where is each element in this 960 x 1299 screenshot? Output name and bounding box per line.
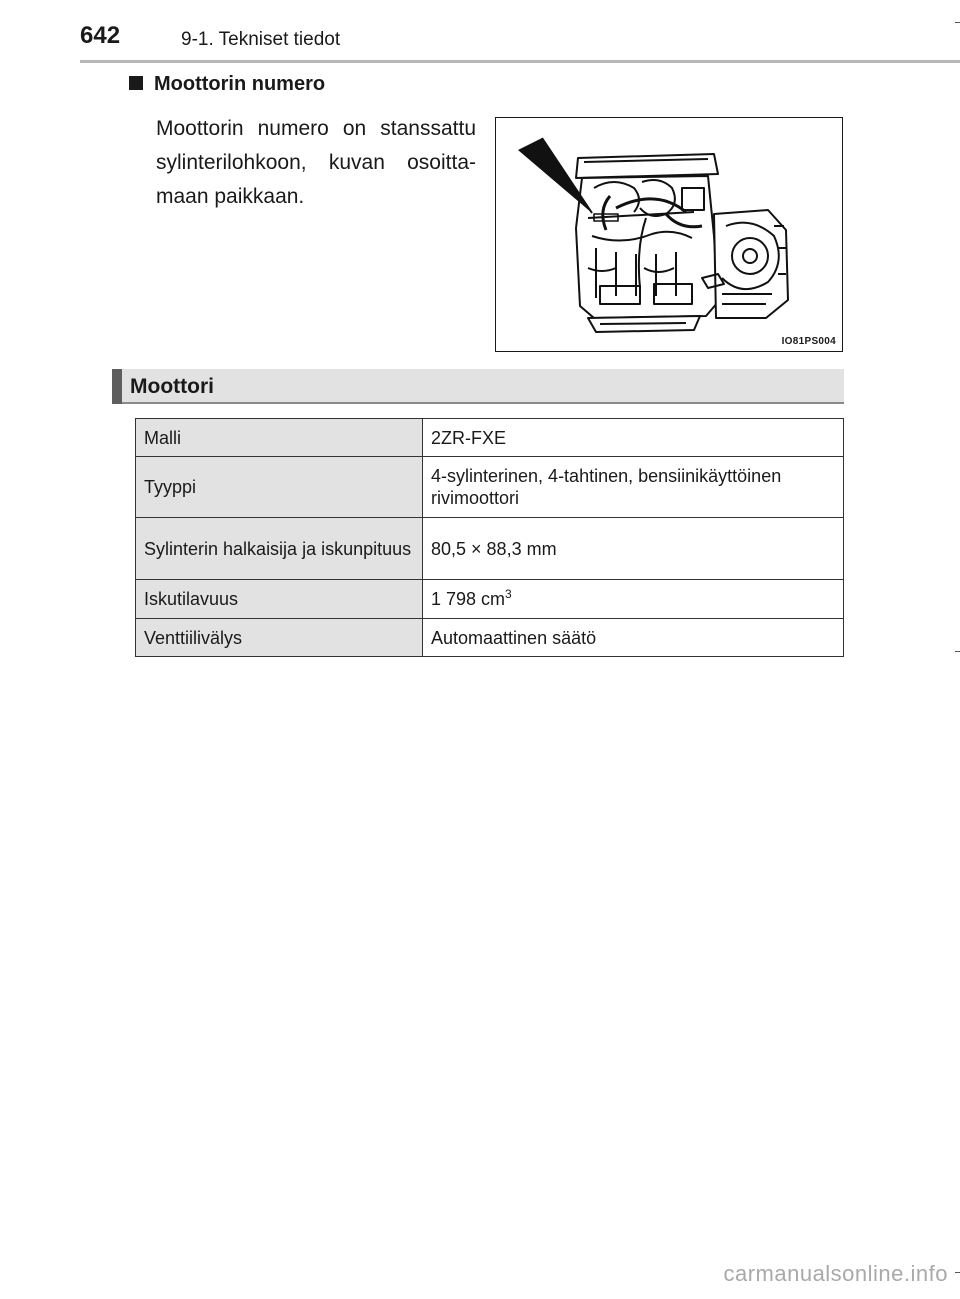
engine-illustration-icon xyxy=(496,118,844,353)
spec-value: 1 798 cm xyxy=(431,589,506,609)
table-row xyxy=(136,619,844,657)
spec-key: Venttiilivälys xyxy=(136,619,423,657)
spec-key: Malli xyxy=(136,419,423,457)
section-title-text: Moottorin numero xyxy=(154,73,326,95)
spec-value: 4-sylinterinen, 4-tahtinen, bensiinikäyttöinen rivimoottori xyxy=(423,457,844,518)
square-bullet-icon xyxy=(129,76,143,90)
chapter-title: 9-1. Tekniset tiedot xyxy=(181,29,341,50)
engine-number-description: Moottorin numero on stanssattu sylinterilohkoon, kuvan osoitta-maan paikkaan. xyxy=(156,117,476,208)
spec-value: Automaattinen säätö xyxy=(423,619,844,657)
crop-mark-top xyxy=(955,22,960,23)
crop-mark-bottom xyxy=(955,1272,960,1273)
spec-key: Iskutilavuus xyxy=(136,580,423,619)
table-row xyxy=(136,580,844,619)
page-number: 642 xyxy=(80,22,121,49)
table-row xyxy=(136,518,844,580)
spec-value: 80,5 × 88,3 mm xyxy=(423,518,844,580)
table-row xyxy=(136,419,844,457)
band-accent-bar xyxy=(112,369,122,404)
section-band-title: Moottori xyxy=(130,375,214,398)
spec-key: Sylinterin halkaisija ja iskunpituus xyxy=(136,518,423,580)
spec-value: 2ZR-FXE xyxy=(423,419,844,457)
crop-mark-middle xyxy=(955,651,960,652)
spec-key: Tyyppi xyxy=(136,457,423,518)
header-rule xyxy=(80,60,960,63)
table-row xyxy=(136,457,844,518)
superscript: 3 xyxy=(505,587,512,601)
watermark: carmanualsonline.info xyxy=(723,1261,948,1286)
section-title-engine-number xyxy=(129,73,325,96)
engine-figure xyxy=(495,117,843,352)
section-band-engine xyxy=(112,369,844,404)
engine-spec-table xyxy=(135,418,844,657)
figure-code: IO81PS004 xyxy=(781,336,836,347)
spec-value-with-superscript xyxy=(423,580,844,619)
